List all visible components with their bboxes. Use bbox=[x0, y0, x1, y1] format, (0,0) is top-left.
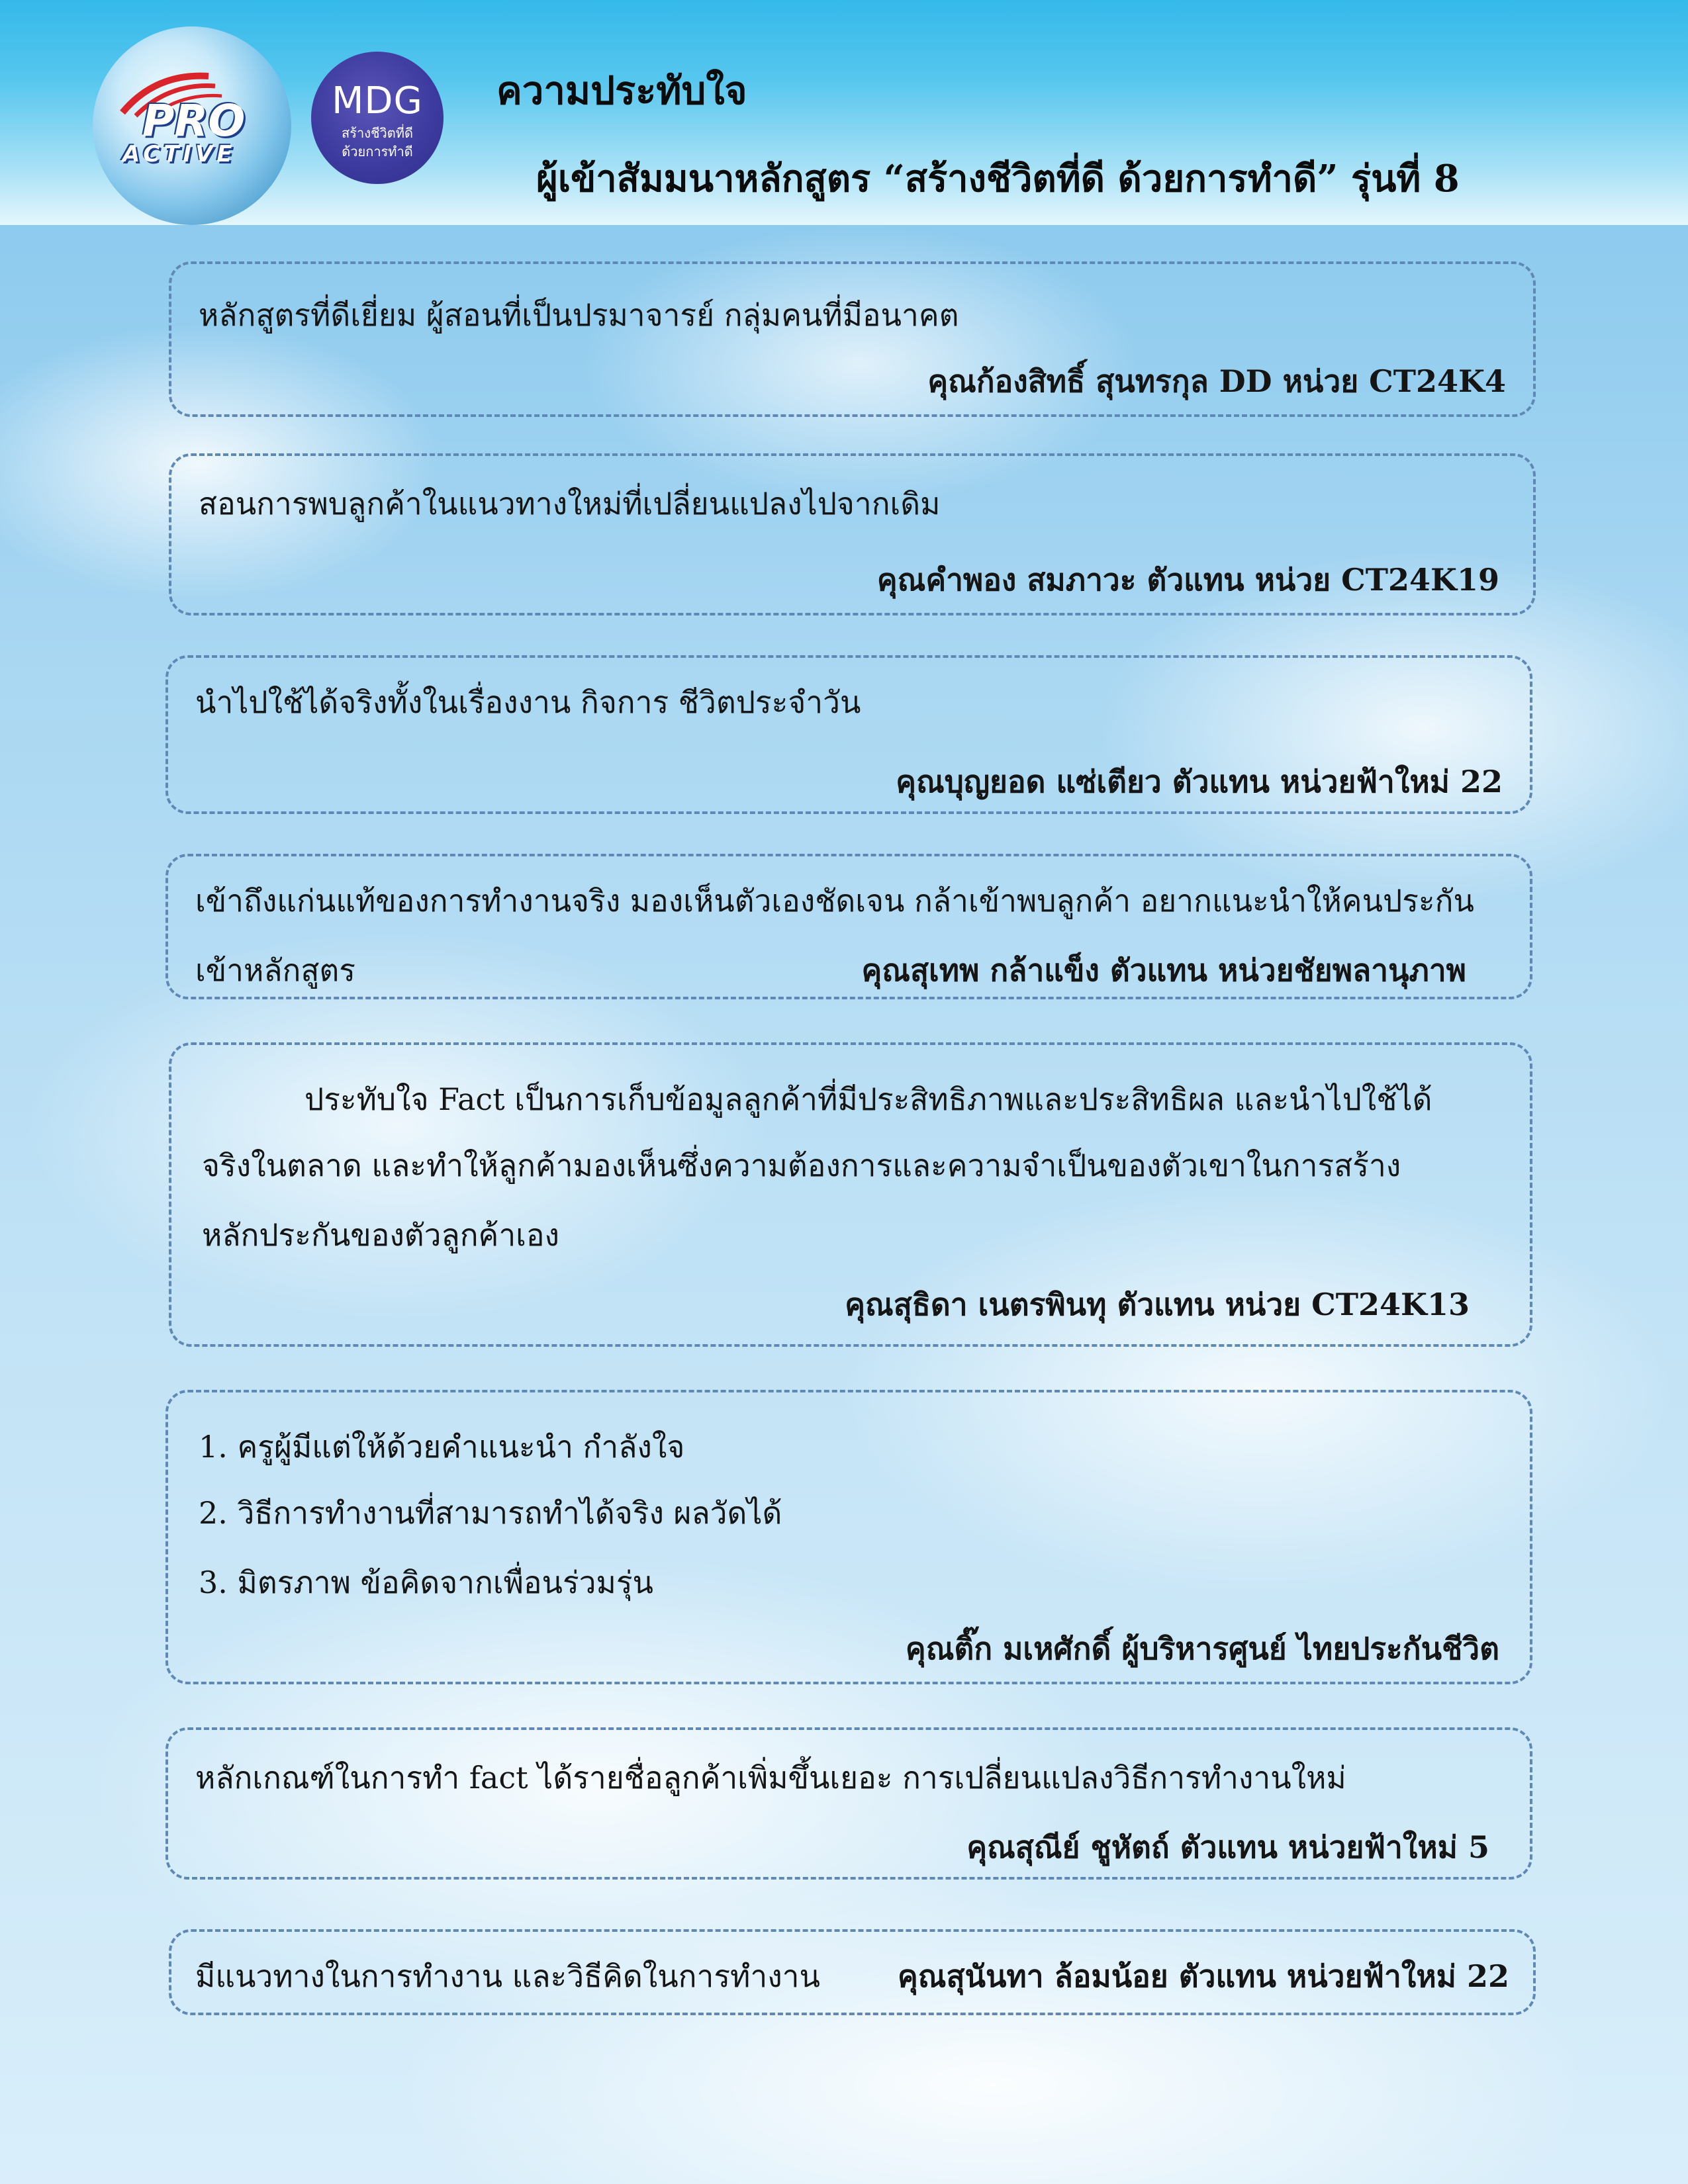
testimonial-author: คุณสุเทพ กล้าแข็ง ตัวแทน หน่วยชัยพลานุภาพ bbox=[861, 952, 1466, 988]
page-title: ความประทับใจ bbox=[496, 68, 747, 113]
testimonial-author: คุณก้องสิทธิ์ สุนทรกุล DD หน่วย CT24K4 bbox=[927, 363, 1506, 399]
list-item: 1. ครูผู้มีแต่ให้ด้วยคำแนะนำ กำลังใจ bbox=[199, 1429, 685, 1465]
testimonial-text: สอนการพบลูกค้าในแนวทางใหม่ที่เปลี่ยนแปลงไปจากเดิม bbox=[199, 486, 941, 522]
testimonial-text: จริงในตลาด และทำให้ลูกค้ามองเห็นซึ่งความต้องการและความจำเป็นของตัวเขาในการสร้าง bbox=[202, 1148, 1401, 1183]
testimonial-author: คุณบุญยอด แซ่เตียว ตัวแทน หน่วยฟ้าใหม่ 22 bbox=[896, 764, 1503, 799]
testimonial-author: คุณคำพอง สมภาวะ ตัวแทน หน่วย CT24K19 bbox=[876, 562, 1499, 598]
mdg-logo: MDG สร้างชีวิตที่ดี ด้วยการทำดี bbox=[311, 52, 444, 184]
testimonial-text: ประทับใจ Fact เป็นการเก็บข้อมูลลูกค้าที่มีประสิทธิภาพและประสิทธิผล และนำไปใช้ได้ bbox=[305, 1081, 1432, 1117]
testimonial-text: หลักเกณฑ์ในการทำ fact ได้รายชื่อลูกค้าเพิ่มขึ้นเยอะ การเปลี่ยนแปลงวิธีการทำงานใหม่ bbox=[195, 1760, 1346, 1796]
testimonial-text: เข้าหลักสูตร bbox=[195, 952, 356, 988]
testimonial-text: มีแนวทางในการทำงาน และวิธีคิดในการทำงาน bbox=[195, 1958, 820, 1994]
testimonial-author: คุณสุนันทา ล้อมน้อย ตัวแทน หน่วยฟ้าใหม่ 22 bbox=[898, 1958, 1509, 1994]
testimonial-text: นำไปใช้ได้จริงทั้งในเรื่องงาน กิจการ ชีวิตประจำวัน bbox=[195, 684, 861, 720]
pro-active-logo: PRO ACTIVE bbox=[122, 95, 246, 167]
page-subtitle: ผู้เข้าสัมมนาหลักสูตร “สร้างชีวิตที่ดี ด้วยการทำดี” รุ่นที่ 8 bbox=[536, 157, 1460, 201]
page-header bbox=[0, 0, 1688, 225]
testimonial-text: หลักประกันของตัวลูกค้าเอง bbox=[202, 1217, 559, 1253]
testimonial-author: คุณสุณีย์ ชูหัตถ์ ตัวแทน หน่วยฟ้าใหม่ 5 bbox=[966, 1829, 1489, 1865]
testimonial-text: เข้าถึงแก่นแท้ของการทำงานจริง มองเห็นตัวเองชัดเจน กล้าเข้าพบลูกค้า อยากแนะนำให้คนประกัน bbox=[195, 883, 1474, 919]
testimonial-author: คุณสุธิดา เนตรพินทุ ตัวแทน หน่วย CT24K13 bbox=[845, 1287, 1470, 1322]
list-item: 2. วิธีการทำงานที่สามารถทำได้จริง ผลวัดได้ bbox=[199, 1495, 782, 1531]
testimonial-author: คุณติ๊ก มเหศักดิ์ ผู้บริหารศูนย์ ไทยประกันชีวิต bbox=[905, 1631, 1499, 1666]
testimonial-text: หลักสูตรที่ดีเยี่ยม ผู้สอนที่เป็นปรมาจารย์ กลุ่มคนที่มีอนาคต bbox=[199, 297, 959, 333]
list-item: 3. มิตรภาพ ข้อคิดจากเพื่อนร่วมรุ่น bbox=[199, 1565, 653, 1600]
